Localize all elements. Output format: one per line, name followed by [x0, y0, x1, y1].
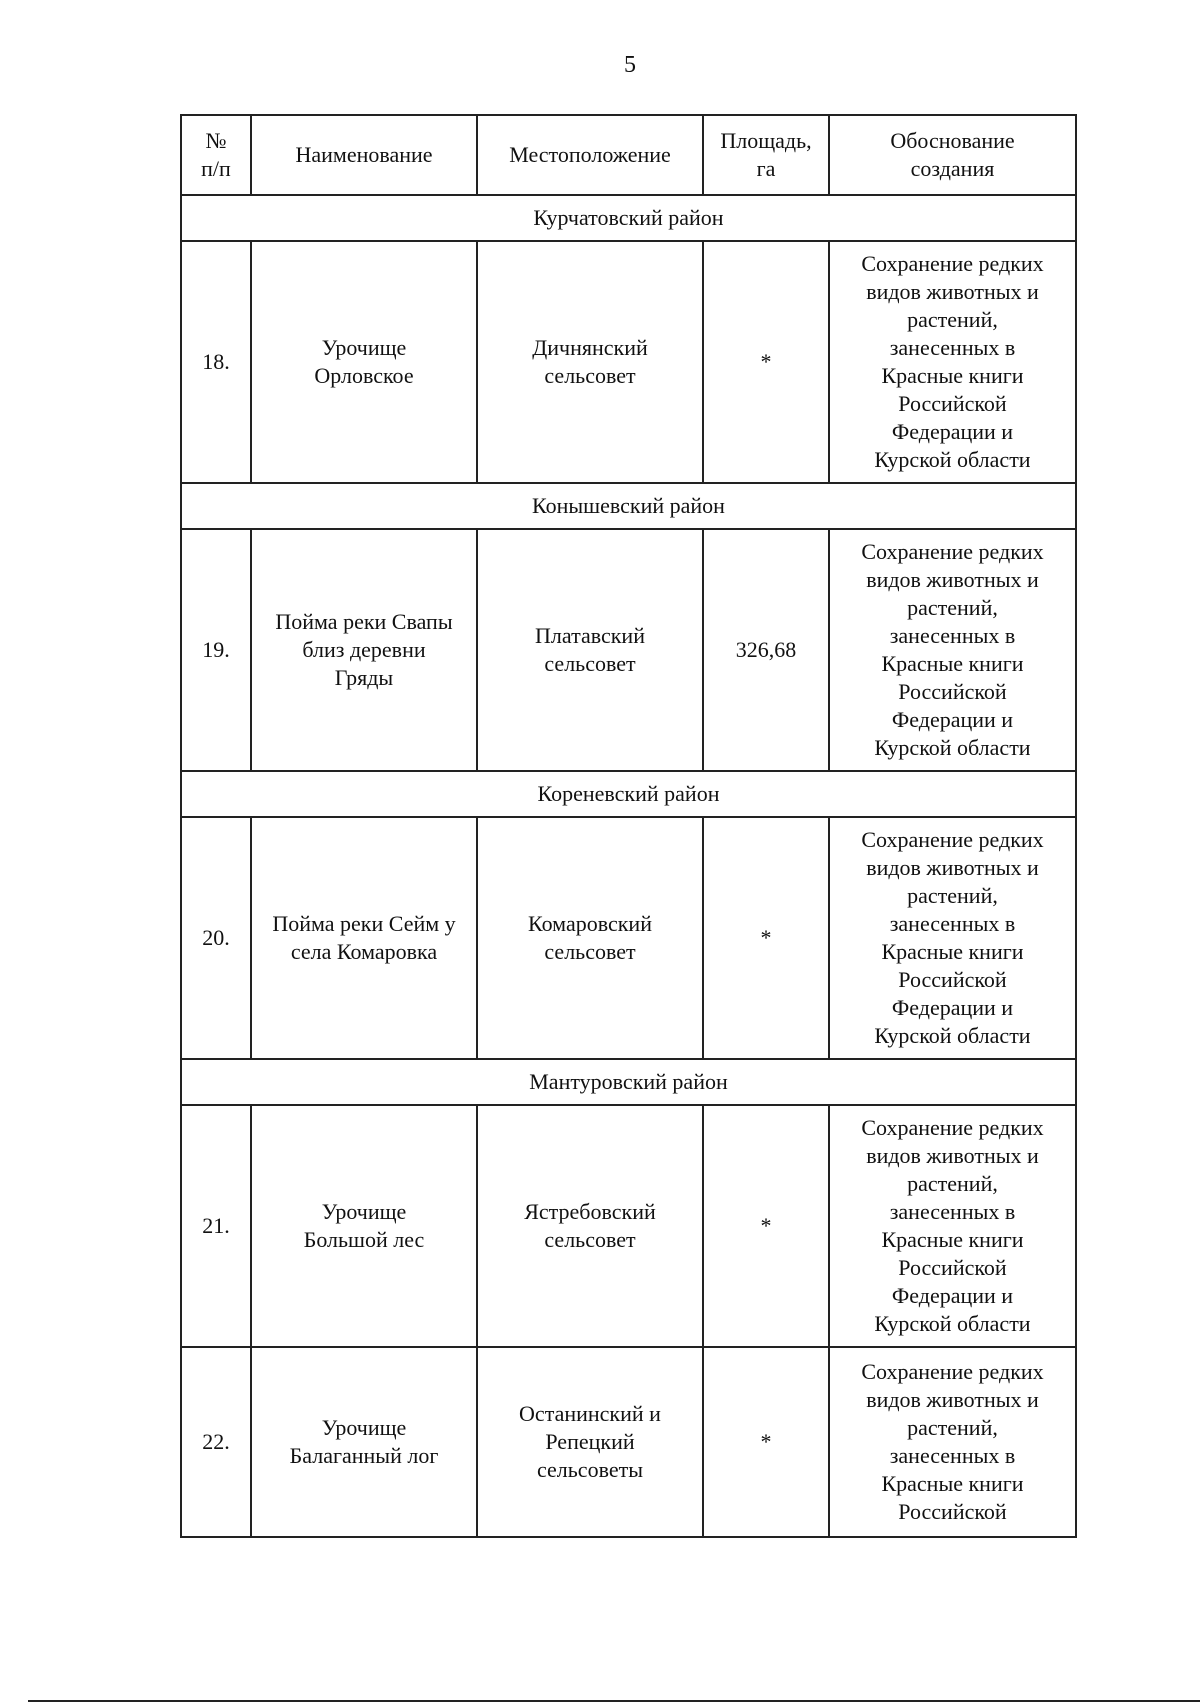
table-row: [181, 529, 1076, 771]
row-location: Дичнянский сельсовет: [477, 241, 703, 483]
district-row: [181, 1059, 1076, 1105]
row-number: 21.: [181, 1105, 251, 1347]
header-reason: Обоснование создания: [829, 115, 1076, 195]
row-reason: Сохранение редких видов животных и растений, занесенных в Красные книги Российской: [829, 1347, 1076, 1537]
header-area: Площадь, га: [703, 115, 829, 195]
district-name: Конышевский район: [181, 483, 1076, 529]
row-name: Пойма реки Свапы близ деревни Гряды: [251, 529, 477, 771]
row-name: Урочище Балаганный лог: [251, 1347, 477, 1537]
row-name: Урочище Большой лес: [251, 1105, 477, 1347]
reserves-table: [180, 114, 1077, 1538]
table-row: [181, 241, 1076, 483]
row-number: 22.: [181, 1347, 251, 1537]
row-location: Останинский и Репецкий сельсоветы: [477, 1347, 703, 1537]
row-reason: Сохранение редких видов животных и растений, занесенных в Красные книги Российской Федерации и Курской области: [829, 241, 1076, 483]
row-area: *: [703, 1347, 829, 1537]
table-header-row: [181, 115, 1076, 195]
table-row: [181, 1105, 1076, 1347]
row-area: 326,68: [703, 529, 829, 771]
district-row: [181, 195, 1076, 241]
row-name: Урочище Орловское: [251, 241, 477, 483]
page-number: 5: [624, 52, 636, 78]
row-area: *: [703, 241, 829, 483]
row-reason: Сохранение редких видов животных и растений, занесенных в Красные книги Российской Федерации и Курской области: [829, 1105, 1076, 1347]
district-name: Курчатовский район: [181, 195, 1076, 241]
header-number: № п/п: [181, 115, 251, 195]
table-row: [181, 1347, 1076, 1537]
header-name: Наименование: [251, 115, 477, 195]
row-number: 19.: [181, 529, 251, 771]
district-row: [181, 771, 1076, 817]
row-area: *: [703, 817, 829, 1059]
district-name: Кореневский район: [181, 771, 1076, 817]
row-location: Платавский сельсовет: [477, 529, 703, 771]
district-name: Мантуровский район: [181, 1059, 1076, 1105]
header-location: Местоположение: [477, 115, 703, 195]
row-number: 20.: [181, 817, 251, 1059]
row-area: *: [703, 1105, 829, 1347]
district-row: [181, 483, 1076, 529]
row-reason: Сохранение редких видов животных и растений, занесенных в Красные книги Российской Федерации и Курской области: [829, 529, 1076, 771]
row-number: 18.: [181, 241, 251, 483]
table-row: [181, 817, 1076, 1059]
row-name: Пойма реки Сейм у села Комаровка: [251, 817, 477, 1059]
row-location: Ястребовский сельсовет: [477, 1105, 703, 1347]
row-reason: Сохранение редких видов животных и растений, занесенных в Красные книги Российской Федерации и Курской области: [829, 817, 1076, 1059]
page-bottom-rule: [28, 1700, 1200, 1702]
row-location: Комаровский сельсовет: [477, 817, 703, 1059]
